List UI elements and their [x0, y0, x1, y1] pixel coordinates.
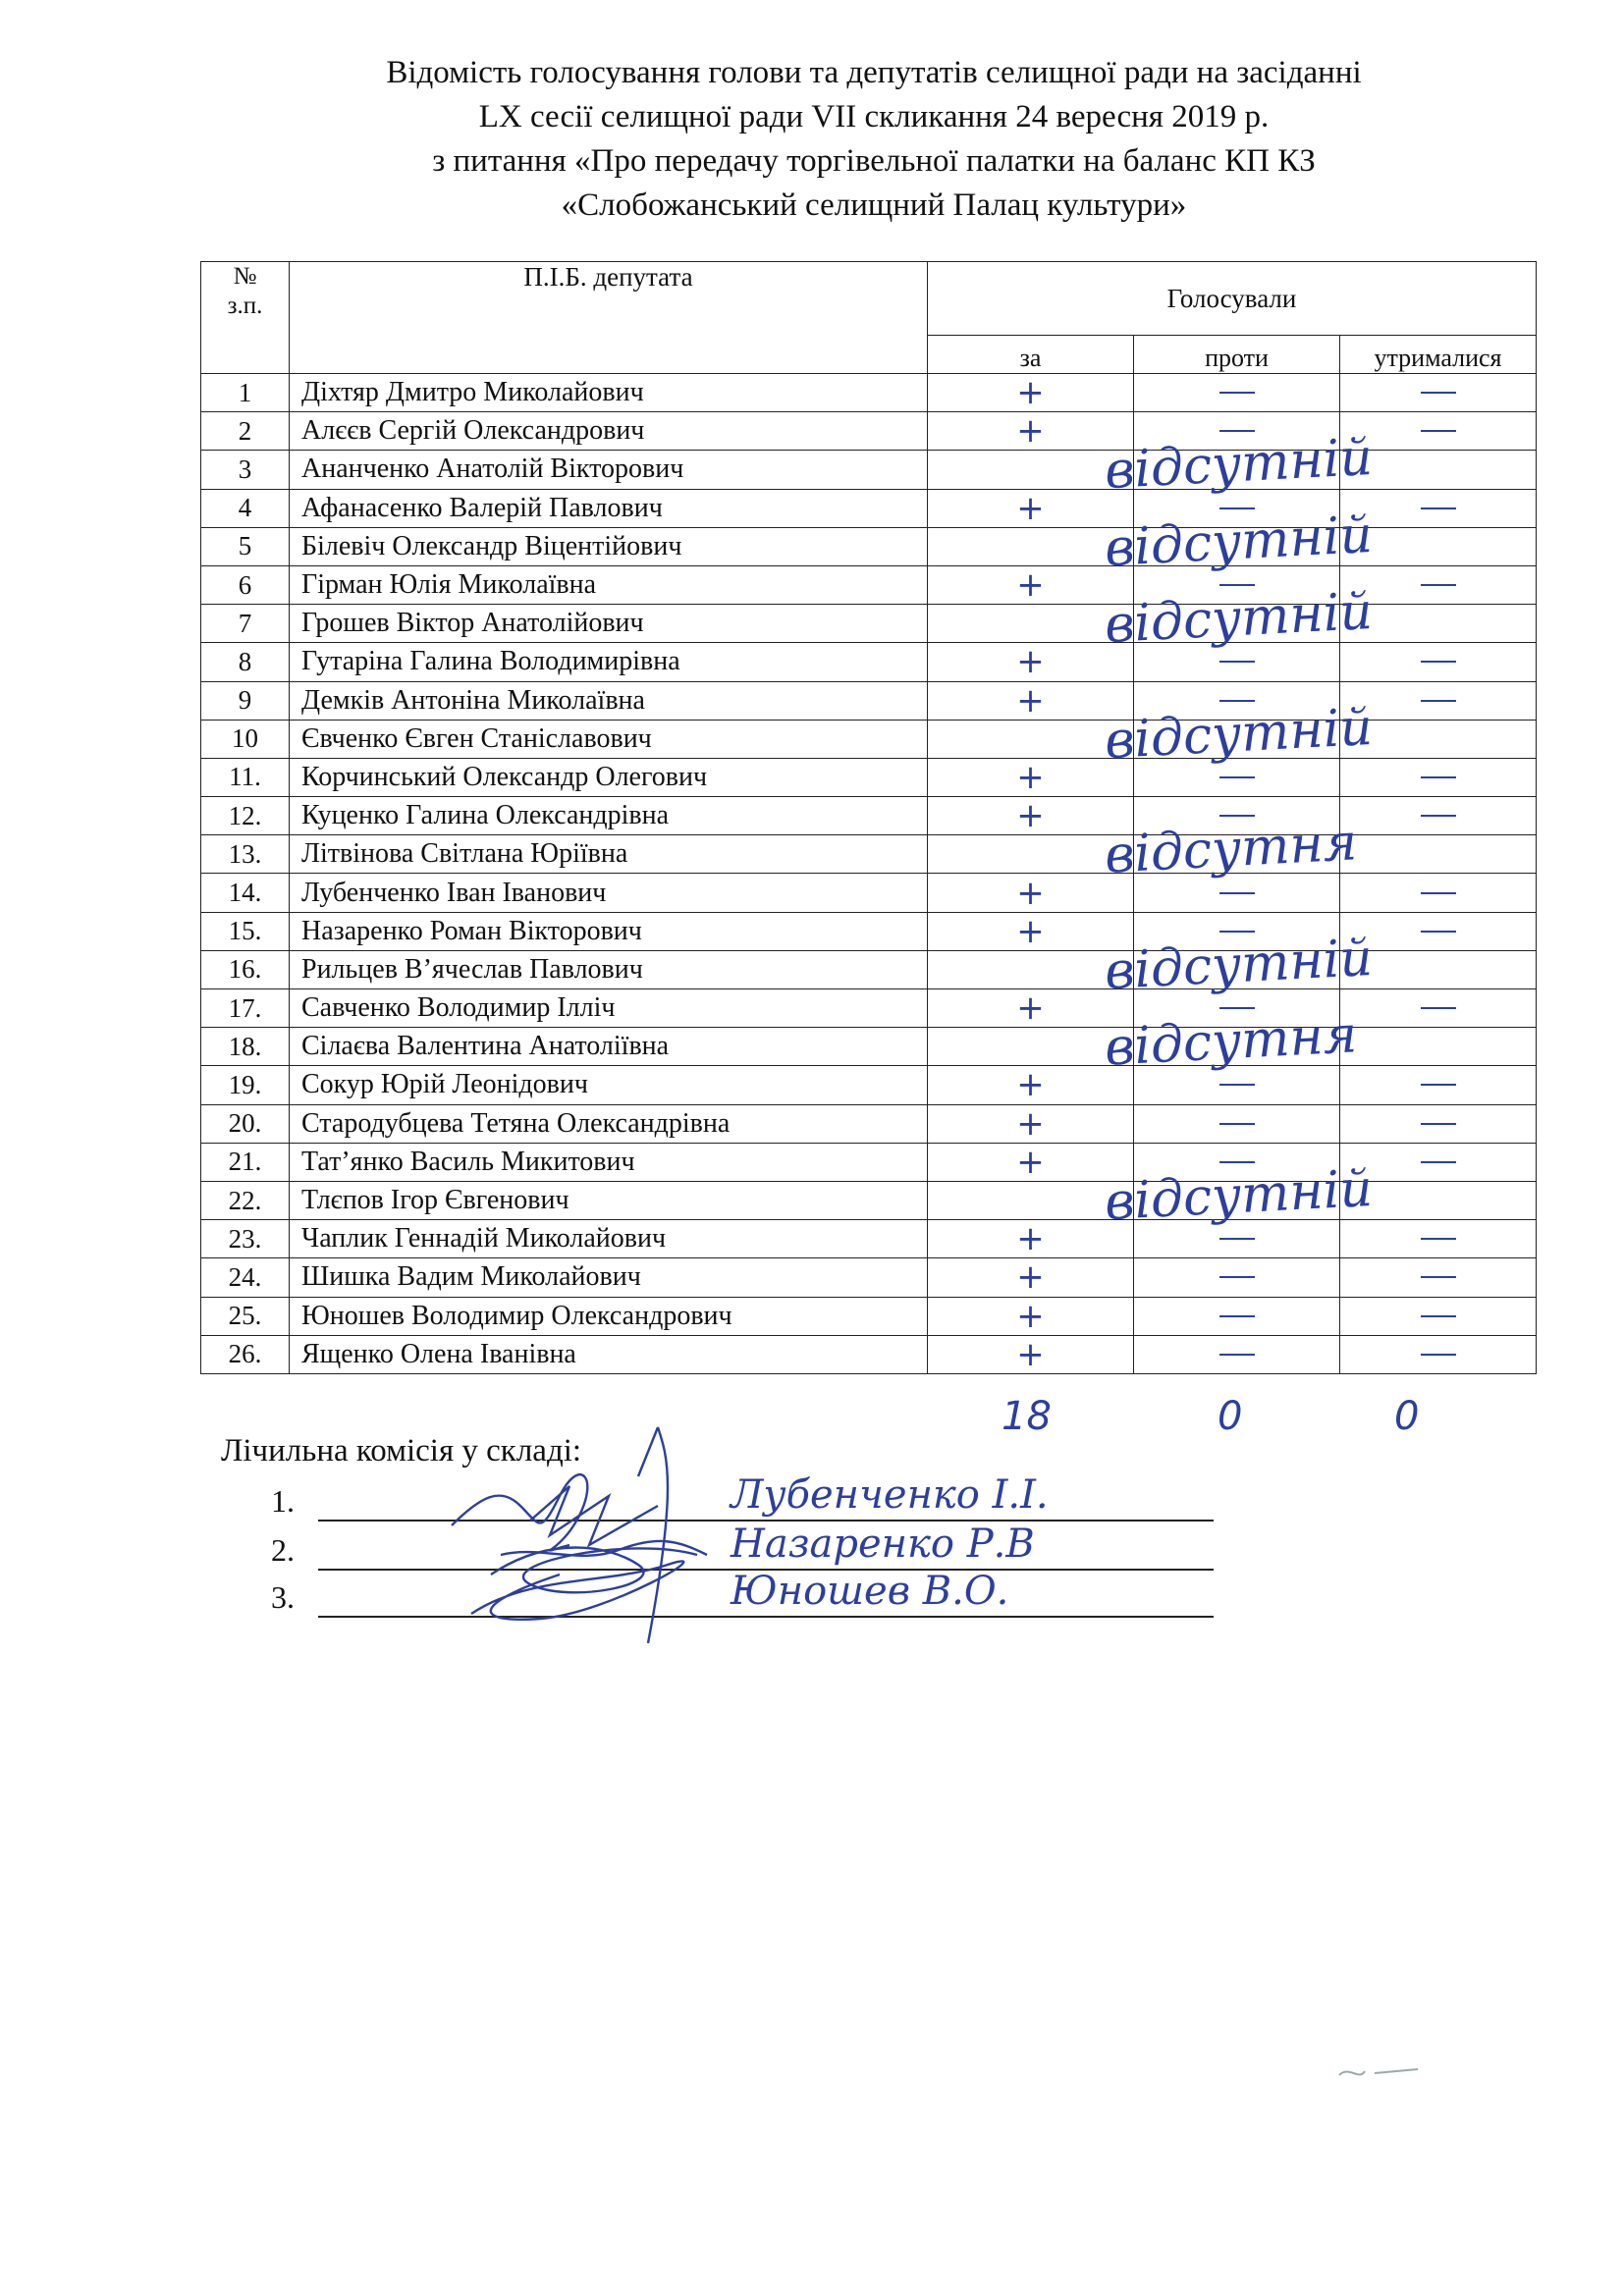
- dash-mark: [1421, 1238, 1456, 1240]
- table-row: [201, 950, 1537, 988]
- header-number: [201, 262, 290, 374]
- vote-against-cell: [1103, 928, 1375, 1001]
- deputy-name: Лубенченко Іван Іванович: [290, 874, 928, 912]
- vote-abstained-cell: [1340, 374, 1537, 412]
- plus-mark: +: [1016, 488, 1045, 528]
- header-abstained: утрималися: [1340, 336, 1537, 374]
- vote-for-cell: [928, 950, 1134, 988]
- deputy-name: Афанасенко Валерій Павлович: [290, 489, 928, 527]
- deputy-name: Тлєпов Ігор Євгенович: [290, 1181, 928, 1219]
- vote-against-cell: [1134, 1258, 1340, 1297]
- vote-abstained-cell: [1340, 835, 1537, 874]
- row-number: 25.: [201, 1297, 290, 1335]
- vote-for-cell: [928, 1258, 1134, 1297]
- table-row: [201, 451, 1537, 489]
- vote-abstained-cell: [1340, 797, 1537, 835]
- plus-mark: +: [1016, 1103, 1045, 1144]
- deputy-name: Гірман Юлія Миколаївна: [290, 565, 928, 604]
- vote-against-cell: [1103, 1158, 1375, 1233]
- row-number: 6: [201, 565, 290, 604]
- plus-mark: +: [1016, 565, 1045, 606]
- member-number: 2.: [271, 1532, 295, 1568]
- deputy-name: Юношев Володимир Олександрович: [290, 1297, 928, 1335]
- voting-table: [200, 261, 1537, 1374]
- dash-mark: [1219, 931, 1255, 933]
- dash-mark: [1421, 1161, 1456, 1163]
- vote-abstained-cell: [1340, 1220, 1537, 1258]
- header-number-label: № з.п.: [227, 263, 263, 319]
- row-number: 15.: [201, 912, 290, 950]
- dash-mark: [1219, 661, 1255, 663]
- absent-note: відсутній: [1103, 928, 1375, 1001]
- plus-mark: +: [1016, 1065, 1045, 1105]
- absent-note: відсутній: [1103, 505, 1375, 578]
- dash-mark: [1421, 776, 1456, 778]
- deputy-name: Грошев Віктор Анатолійович: [290, 605, 928, 643]
- row-number: 1: [201, 374, 290, 412]
- dash-mark: [1421, 931, 1456, 933]
- table-row: [201, 1181, 1537, 1219]
- table-row: [201, 527, 1537, 565]
- table-row: [201, 1220, 1537, 1258]
- row-number: 19.: [201, 1066, 290, 1104]
- table-row: [201, 1066, 1537, 1104]
- vote-against-cell: [1134, 1335, 1340, 1373]
- plus-mark: +: [1016, 411, 1045, 452]
- table-row: [201, 874, 1537, 912]
- vote-for-cell: [928, 1335, 1134, 1373]
- header-for: за: [928, 336, 1134, 374]
- row-number: 2: [201, 412, 290, 451]
- deputy-name: Алєєв Сергій Олександрович: [290, 412, 928, 451]
- deputy-name: Корчинський Олександр Олегович: [290, 758, 928, 796]
- vote-for-cell: [928, 451, 1134, 489]
- member-name: Лубенченко І.І.: [731, 1472, 1049, 1518]
- row-number: 20.: [201, 1104, 290, 1143]
- deputy-name: Білевіч Олександр Віцентійович: [290, 527, 928, 565]
- deputy-name: Чаплик Геннадій Миколайович: [290, 1220, 928, 1258]
- vote-against-cell: [1134, 1104, 1340, 1143]
- row-number: 24.: [201, 1258, 290, 1297]
- dash-mark: [1219, 1007, 1255, 1009]
- total-for: 18: [1001, 1394, 1052, 1439]
- vote-for-cell: [928, 1297, 1134, 1335]
- deputy-name: Савченко Володимир Ілліч: [290, 989, 928, 1028]
- vote-abstained-cell: [1340, 1104, 1537, 1143]
- row-number: 4: [201, 489, 290, 527]
- deputy-name: Літвінова Світлана Юріївна: [290, 835, 928, 874]
- dash-mark: [1219, 892, 1255, 894]
- deputy-name: Гутаріна Галина Володимирівна: [290, 643, 928, 681]
- table-row: [201, 1104, 1537, 1143]
- vote-for-cell: [928, 527, 1134, 565]
- row-number: 5: [201, 527, 290, 565]
- vote-for-cell: [928, 1028, 1134, 1066]
- vote-for-cell: [928, 758, 1134, 796]
- deputy-name: Рильцев В’ячеслав Павлович: [290, 950, 928, 988]
- dash-mark: [1421, 700, 1456, 702]
- vote-against-cell: [1103, 1005, 1359, 1078]
- vote-for-cell: [928, 835, 1134, 874]
- table-row: [201, 643, 1537, 681]
- vote-for-cell: [928, 1104, 1134, 1143]
- member-number: 1.: [271, 1483, 295, 1519]
- vote-for-cell: [928, 1066, 1134, 1104]
- deputy-name: Євченко Євген Станіславович: [290, 720, 928, 758]
- table-row: [201, 374, 1537, 412]
- dash-mark: [1219, 815, 1255, 817]
- deputy-name: Тат’янко Василь Микитович: [290, 1143, 928, 1181]
- row-number: 3: [201, 451, 290, 489]
- plus-mark: +: [1016, 373, 1045, 413]
- signatures-scribble: [412, 1417, 766, 1663]
- commission-label: Лічильна комісія у складі:: [221, 1433, 582, 1468]
- vote-for-cell: [928, 374, 1134, 412]
- row-number: 7: [201, 605, 290, 643]
- deputy-name: Стародубцева Тетяна Олександрівна: [290, 1104, 928, 1143]
- dash-mark: [1421, 661, 1456, 663]
- plus-mark: +: [1016, 988, 1045, 1029]
- dash-mark: [1421, 815, 1456, 817]
- row-number: 12.: [201, 797, 290, 835]
- absent-note: відсутній: [1103, 582, 1375, 656]
- vote-abstained-cell: [1340, 1066, 1537, 1104]
- header-name: П.І.Б. депутата: [290, 262, 928, 374]
- dash-mark: [1219, 776, 1255, 778]
- dash-mark: [1219, 430, 1255, 432]
- absent-note: відсутня: [1103, 813, 1359, 885]
- vote-for-cell: [928, 1220, 1134, 1258]
- absent-note: відсутній: [1103, 428, 1375, 502]
- table-row: [201, 1258, 1537, 1297]
- dash-mark: [1219, 1084, 1255, 1086]
- deputy-name: Демків Антоніна Миколаївна: [290, 681, 928, 720]
- vote-against-cell: [1103, 582, 1375, 656]
- vote-for-cell: [928, 1181, 1134, 1219]
- title-line-2: LX сесії селищної ради VII скликання 24 вересня 2019 р.: [478, 99, 1270, 134]
- absent-note: відсутня: [1103, 1005, 1359, 1078]
- title-line-3: з питання «Про передачу торгівельної палатки на баланс КП КЗ: [432, 143, 1316, 179]
- plus-mark: +: [1016, 873, 1045, 913]
- deputy-name: Сілаєва Валентина Анатоліївна: [290, 1028, 928, 1066]
- row-number: 16.: [201, 950, 290, 988]
- deputy-name: Назаренко Роман Вікторович: [290, 912, 928, 950]
- dash-mark: [1421, 1084, 1456, 1086]
- vote-against-cell: [1103, 505, 1375, 578]
- table-row: [201, 1297, 1537, 1335]
- row-number: 22.: [201, 1181, 290, 1219]
- deputy-name: Діхтяр Дмитро Миколайович: [290, 374, 928, 412]
- table-row: [201, 720, 1537, 758]
- vote-for-cell: [928, 874, 1134, 912]
- header-voted: Голосували: [928, 262, 1537, 336]
- vote-abstained-cell: [1340, 874, 1537, 912]
- table-row: [201, 1028, 1537, 1066]
- dash-mark: [1219, 1161, 1255, 1163]
- dash-mark: [1421, 507, 1456, 509]
- vote-abstained-cell: [1340, 1297, 1537, 1335]
- vote-for-cell: [928, 643, 1134, 681]
- row-number: 8: [201, 643, 290, 681]
- member-name: Назаренко Р.В: [731, 1522, 1035, 1567]
- vote-abstained-cell: [1340, 758, 1537, 796]
- dash-mark: [1219, 700, 1255, 702]
- plus-mark: +: [1016, 1219, 1045, 1259]
- deputy-name: Ананченко Анатолій Вікторович: [290, 451, 928, 489]
- vote-against-cell: [1103, 428, 1375, 502]
- vote-abstained-cell: [1340, 1335, 1537, 1373]
- dash-mark: [1421, 1315, 1456, 1317]
- dash-mark: [1421, 1007, 1456, 1009]
- plus-mark: +: [1016, 1257, 1045, 1298]
- deputy-name: Сокур Юрій Леонідович: [290, 1066, 928, 1104]
- dash-mark: [1421, 892, 1456, 894]
- plus-mark: +: [1016, 1334, 1045, 1374]
- total-against: 0: [1218, 1394, 1243, 1439]
- vote-against-cell: [1134, 1297, 1340, 1335]
- member-name: Юношев В.О.: [731, 1569, 1009, 1614]
- row-number: 23.: [201, 1220, 290, 1258]
- table-row: [201, 1335, 1537, 1373]
- title-line-1: Відомість голосування голови та депутатів селищної ради на засіданні: [386, 55, 1362, 90]
- dash-mark: [1219, 1276, 1255, 1278]
- dash-mark: [1219, 507, 1255, 509]
- vote-against-cell: [1103, 813, 1359, 885]
- title-line-4: «Слобожанський селищний Палац культури»: [561, 187, 1187, 223]
- row-number: 11.: [201, 758, 290, 796]
- vote-against-cell: [1103, 697, 1375, 771]
- dash-mark: [1421, 1123, 1456, 1125]
- plus-mark: +: [1016, 642, 1045, 682]
- row-number: 17.: [201, 989, 290, 1028]
- dash-mark: [1219, 584, 1255, 586]
- vote-abstained-cell: [1340, 643, 1537, 681]
- dash-mark: [1219, 1238, 1255, 1240]
- row-number: 14.: [201, 874, 290, 912]
- dash-mark: [1421, 430, 1456, 432]
- total-abstained: 0: [1394, 1394, 1420, 1439]
- dash-mark: [1219, 1354, 1255, 1356]
- vote-abstained-cell: [1340, 1258, 1537, 1297]
- absent-note: відсутній: [1103, 697, 1375, 771]
- plus-mark: +: [1016, 757, 1045, 797]
- table-row: [201, 605, 1537, 643]
- row-number: 18.: [201, 1028, 290, 1066]
- plus-mark: +: [1016, 1142, 1045, 1182]
- deputy-name: Куценко Галина Олександрівна: [290, 797, 928, 835]
- row-number: 9: [201, 681, 290, 720]
- absent-note: відсутній: [1103, 1158, 1375, 1233]
- dash-mark: [1421, 1354, 1456, 1356]
- row-number: 26.: [201, 1335, 290, 1373]
- vote-for-cell: [928, 605, 1134, 643]
- row-number: 13.: [201, 835, 290, 874]
- dash-mark: [1421, 392, 1456, 394]
- dash-mark: [1219, 1123, 1255, 1125]
- header-against: проти: [1134, 336, 1340, 374]
- dash-mark: [1219, 392, 1255, 394]
- table-row: [201, 758, 1537, 796]
- stray-mark: [1335, 2061, 1424, 2085]
- plus-mark: +: [1016, 680, 1045, 721]
- vote-abstained-cell: [1340, 1028, 1537, 1066]
- table-row: [201, 835, 1537, 874]
- deputy-name: Шишка Вадим Миколайович: [290, 1258, 928, 1297]
- vote-against-cell: [1134, 374, 1340, 412]
- row-number: 10: [201, 720, 290, 758]
- vote-for-cell: [928, 720, 1134, 758]
- dash-mark: [1219, 1315, 1255, 1317]
- row-number: 21.: [201, 1143, 290, 1181]
- deputy-name: Ященко Олена Іванівна: [290, 1335, 928, 1373]
- plus-mark: +: [1016, 911, 1045, 951]
- plus-mark: +: [1016, 796, 1045, 836]
- dash-mark: [1421, 584, 1456, 586]
- member-number: 3.: [271, 1579, 295, 1615]
- dash-mark: [1421, 1276, 1456, 1278]
- vote-abstained-cell: [1340, 989, 1537, 1028]
- plus-mark: +: [1016, 1296, 1045, 1336]
- document-title: [245, 51, 1502, 228]
